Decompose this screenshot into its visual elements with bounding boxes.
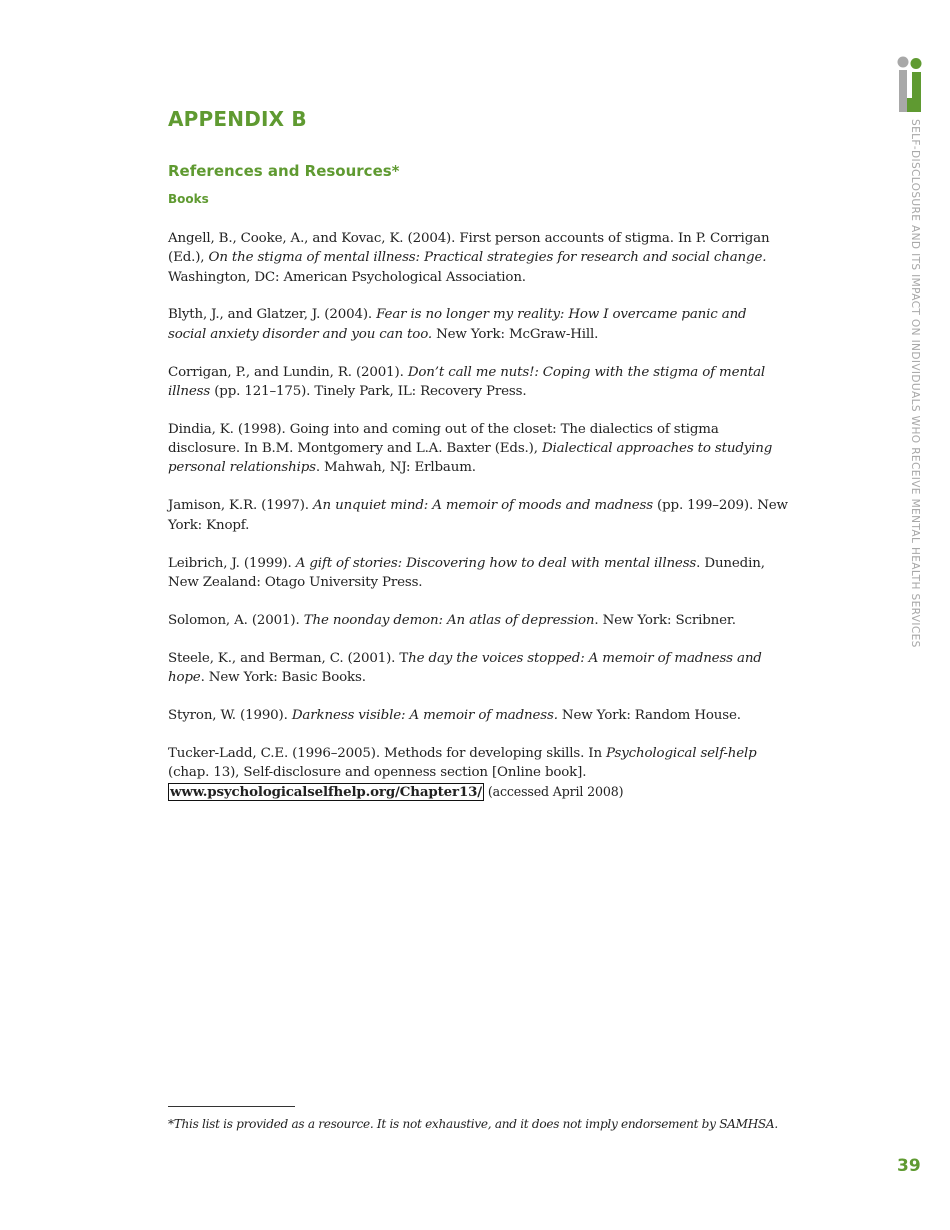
reference-item: [168, 649, 788, 688]
reference-url-link[interactable]: www.psychologicalselfhelp.org/Chapter13/: [170, 784, 483, 801]
reference-item: [168, 706, 788, 725]
reference-item: [168, 420, 788, 478]
reference-title: Fear is no longer my reality: How I overcame panic and social anxiety disorder and you can too.: [168, 307, 747, 342]
reference-text: Angell, B., Cooke, A., and Kovac, K. (2004). First person accounts of stigma. In P. Corrigan (Ed.),: [168, 231, 770, 266]
reference-item: [168, 611, 788, 630]
reference-text: New York: McGraw-Hill.: [431, 326, 599, 342]
reference-title: An unquiet mind: A memoir of moods and madness: [313, 498, 653, 514]
reference-text: . New York: Basic Books.: [200, 669, 366, 685]
reference-text: . New York: Scribner.: [594, 612, 736, 628]
reference-text: Dindia, K. (1998). Going into and coming out of the closet: The dialectics of stigma disclosure. In B.M. Montgomery and L.A. Baxter (Eds.),: [168, 421, 719, 457]
reference-list: [168, 229, 788, 821]
reference-text: Solomon, A. (2001).: [168, 612, 304, 628]
reference-text: Jamison, K.R. (1997).: [168, 498, 313, 514]
reference-text: Styron, W. (1990).: [168, 707, 292, 723]
reference-item: [168, 554, 788, 593]
reference-title: On the stigma of mental illness: Practical strategies for research and social change.: [208, 250, 767, 266]
reference-text: Corrigan, P., and Lundin, R. (2001).: [168, 364, 408, 380]
reference-title: he day the voices stopped: A memoir of madness and hope: [168, 650, 762, 685]
reference-title: Don’t call me nuts!: Coping with the stigma of mental illness: [168, 364, 766, 399]
accessed-date: (accessed April 2008): [484, 784, 624, 800]
running-title: SELF-DISCLOSURE AND ITS IMPACT ON INDIVIDUALS WHO RECEIVE MENTAL HEALTH SERVICES: [909, 119, 921, 648]
reference-title: Dialectical approaches to studying personal relationships: [168, 441, 773, 476]
section-heading: References and Resources*: [168, 162, 400, 180]
reference-text: (pp. 121–175). Tinely Park, IL: Recovery Press.: [210, 383, 527, 399]
footnote: *This list is provided as a resource. It is not exhaustive, and it does not imply endorsement by SAMHSA.: [168, 1117, 778, 1131]
reference-text: (pp. 199–209). New York: Knopf.: [168, 498, 788, 533]
reference-item: [168, 229, 788, 287]
reference-item: [168, 305, 788, 344]
samhsa-figures-icon: [895, 56, 925, 112]
reference-text: Washington, DC: American Psychological Association.: [168, 269, 526, 285]
reference-title: A gift of stories: Discovering how to deal with mental illness: [295, 555, 697, 571]
reference-title: Psychological self-help: [606, 745, 757, 761]
reference-text: Tucker-Ladd, C.E. (1996–2005). Methods for developing skills. In: [168, 745, 607, 761]
reference-item: [168, 496, 788, 535]
subsection-heading: Books: [168, 192, 209, 206]
reference-text: Leibrich, J. (1999).: [168, 555, 296, 571]
reference-text: Blyth, J., and Glatzer, J. (2004).: [168, 307, 377, 323]
reference-text: (chap. 13), Self-disclosure and openness section [Online book].: [168, 764, 587, 780]
reference-item: [168, 363, 788, 402]
reference-text: . Dunedin, New Zealand: Otago University Press.: [168, 555, 765, 590]
reference-title: The noonday demon: An atlas of depression: [303, 612, 595, 628]
reference-item-online: [168, 744, 788, 803]
page-number: 39: [897, 1156, 921, 1176]
reference-title: Darkness visible: A memoir of madness.: [291, 707, 558, 723]
appendix-heading: APPENDIX B: [168, 107, 307, 131]
reference-text: Steele, K., and Berman, C. (2001). T: [168, 650, 409, 666]
reference-text: New York: Random House.: [557, 707, 741, 723]
footnote-rule: [168, 1106, 295, 1107]
reference-text: . Mahwah, NJ: Erlbaum.: [315, 460, 476, 476]
